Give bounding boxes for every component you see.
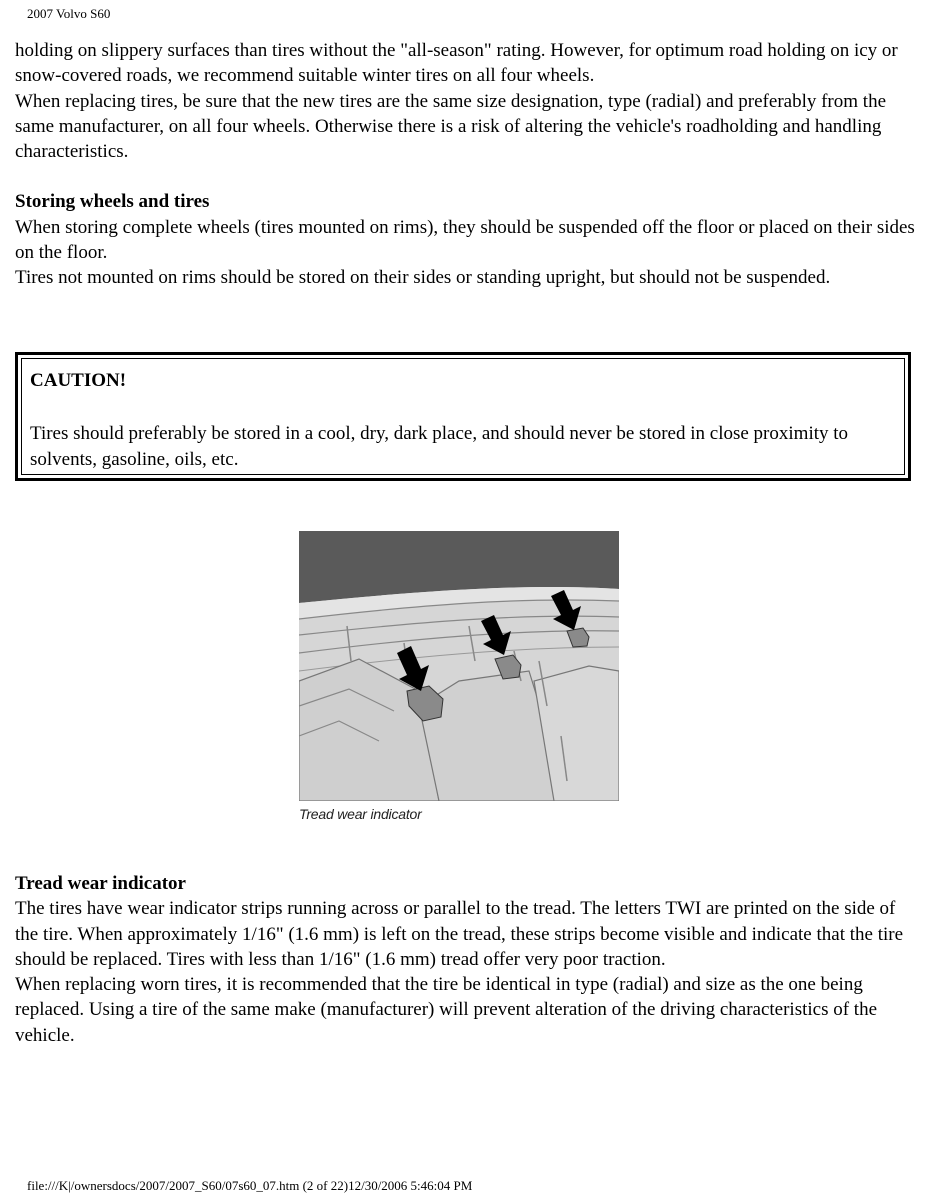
caution-inner-frame: [21, 358, 905, 475]
caution-box: [15, 352, 911, 481]
tread-heading: Tread wear indicator: [15, 873, 186, 894]
storing-paragraph-1: When storing complete wheels (tires mounted on rims), they should be suspended off the floor or placed on their sides on the floor.: [15, 216, 915, 264]
tread-wear-indicator-illustration: [299, 531, 619, 801]
intro-paragraph-1: holding on slippery surfaces than tires without the "all-season" rating. However, for optimum road holding on icy or snow-covered roads, we recommend suitable winter tires on all four wheels.: [15, 40, 898, 87]
page-header: 2007 Volvo S60: [27, 6, 111, 21]
tread-paragraph-2: When replacing worn tires, it is recommended that the tire be identical in type (radial) and size as the one being replaced. Using a tire of the same make (manufacturer) will prevent alteration of the driving characteristics of the vehicle.: [15, 974, 878, 1046]
tread-section: [15, 871, 915, 1048]
caution-text: Tires should preferably be stored in a cool, dry, dark place, and should never be stored in close proximity to solvents, gasoline, oils, etc.: [30, 423, 849, 470]
intro-section: [15, 38, 915, 291]
figure-caption: Tread wear indicator: [299, 806, 422, 822]
caution-title: CAUTION!: [30, 370, 127, 391]
storing-paragraph-2: Tires not mounted on rims should be stored on their sides or standing upright, but should not be suspended.: [15, 267, 831, 289]
intro-paragraph-2: When replacing tires, be sure that the new tires are the same size designation, type (radial) and preferably from the same manufacturer, on all four wheels. Otherwise there is a risk of altering the vehicle's roadholding and handling characteristics.: [15, 90, 887, 163]
storing-heading: Storing wheels and tires: [15, 191, 210, 213]
page-footer: file:///K|/ownersdocs/2007/2007_S60/07s60_07.htm (2 of 22)12/30/2006 5:46:04 PM: [27, 1178, 473, 1193]
tread-paragraph-1: The tires have wear indicator strips running across or parallel to the tread. The letters TWI are printed on the side of the tire. When approximately 1/16" (1.6 mm) is left on the tread, these strips become visible and indicate that the tire should be replaced. Tires with less than 1/16" (1.6 mm) tread offer very poor traction.: [15, 898, 904, 970]
